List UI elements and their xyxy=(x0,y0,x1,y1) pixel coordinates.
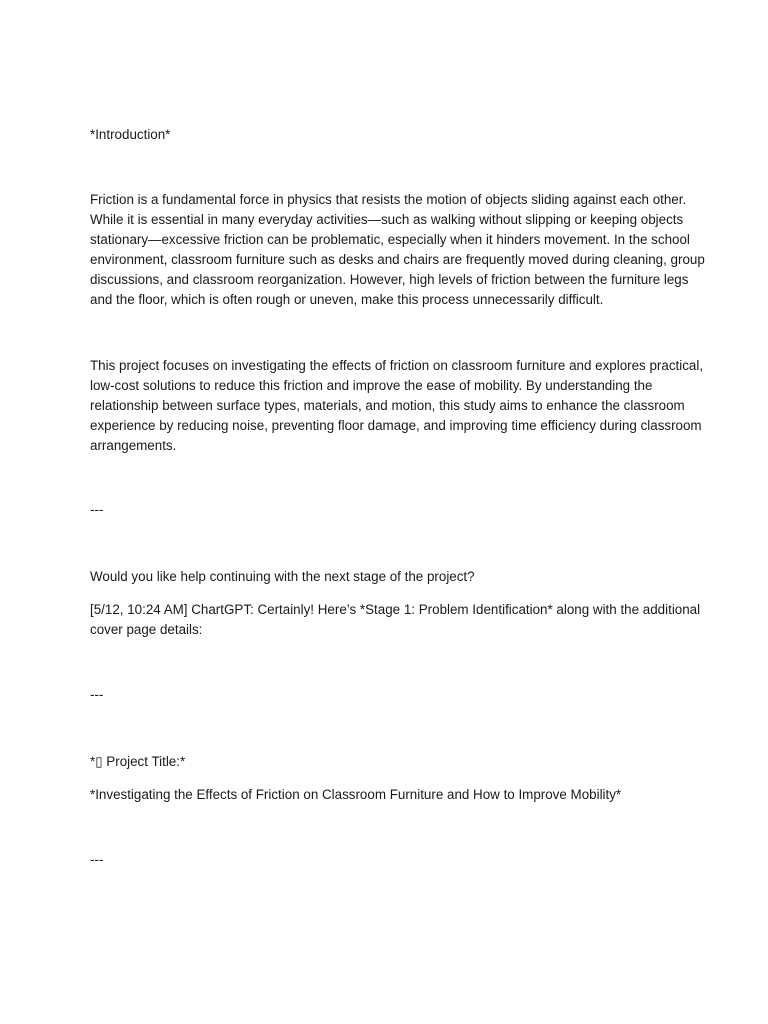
paragraph-line: discussions, and classroom reorganization. However, high levels of friction between the furniture legs xyxy=(90,272,689,287)
paragraph-line: low-cost solutions to reduce this friction and improve the ease of mobility. By understanding the xyxy=(90,378,653,393)
chat-message-line: [5/12, 10:24 AM] ChartGPT: Certainly! Here’s *Stage 1: Problem Identification* along with the additional xyxy=(90,602,701,617)
separator: --- xyxy=(90,502,104,517)
paragraph-line: and the floor, which is often rough or uneven, make this process unnecessarily difficult. xyxy=(90,292,604,307)
paragraph-line: stationary—excessive friction can be problematic, especially when it hinders movement. In the school xyxy=(90,232,690,247)
intro-heading: *Introduction* xyxy=(90,127,171,142)
paragraph-line: This project focuses on investigating the effects of friction on classroom furniture and explores practical, xyxy=(90,358,704,373)
paragraph-line: While it is essential in many everyday activities—such as walking without slipping or keeping objects xyxy=(90,212,684,227)
project-title: *Investigating the Effects of Friction on Classroom Furniture and How to Improve Mobility* xyxy=(90,787,622,802)
paragraph-line: Friction is a fundamental force in physics that resists the motion of objects sliding against each other. xyxy=(90,192,687,207)
chat-message-line: cover page details: xyxy=(90,622,203,637)
paragraph-line: environment, classroom furniture such as desks and chairs are frequently moved during cleaning, group xyxy=(90,252,705,267)
question-text: Would you like help continuing with the next stage of the project? xyxy=(90,569,475,584)
chat-message xyxy=(90,600,701,640)
paragraph-project-focus xyxy=(90,356,704,456)
project-title-label: *▯ Project Title:* xyxy=(90,754,186,769)
paragraph-line: relationship between surface types, materials, and motion, this study aims to enhance the classroom xyxy=(90,398,685,413)
separator: --- xyxy=(90,852,104,867)
paragraph-line: experience by reducing noise, preventing floor damage, and improving time efficiency during classroom xyxy=(90,418,702,433)
paragraph-line: arrangements. xyxy=(90,438,177,453)
paragraph-friction-intro xyxy=(90,190,705,310)
separator: --- xyxy=(90,687,104,702)
